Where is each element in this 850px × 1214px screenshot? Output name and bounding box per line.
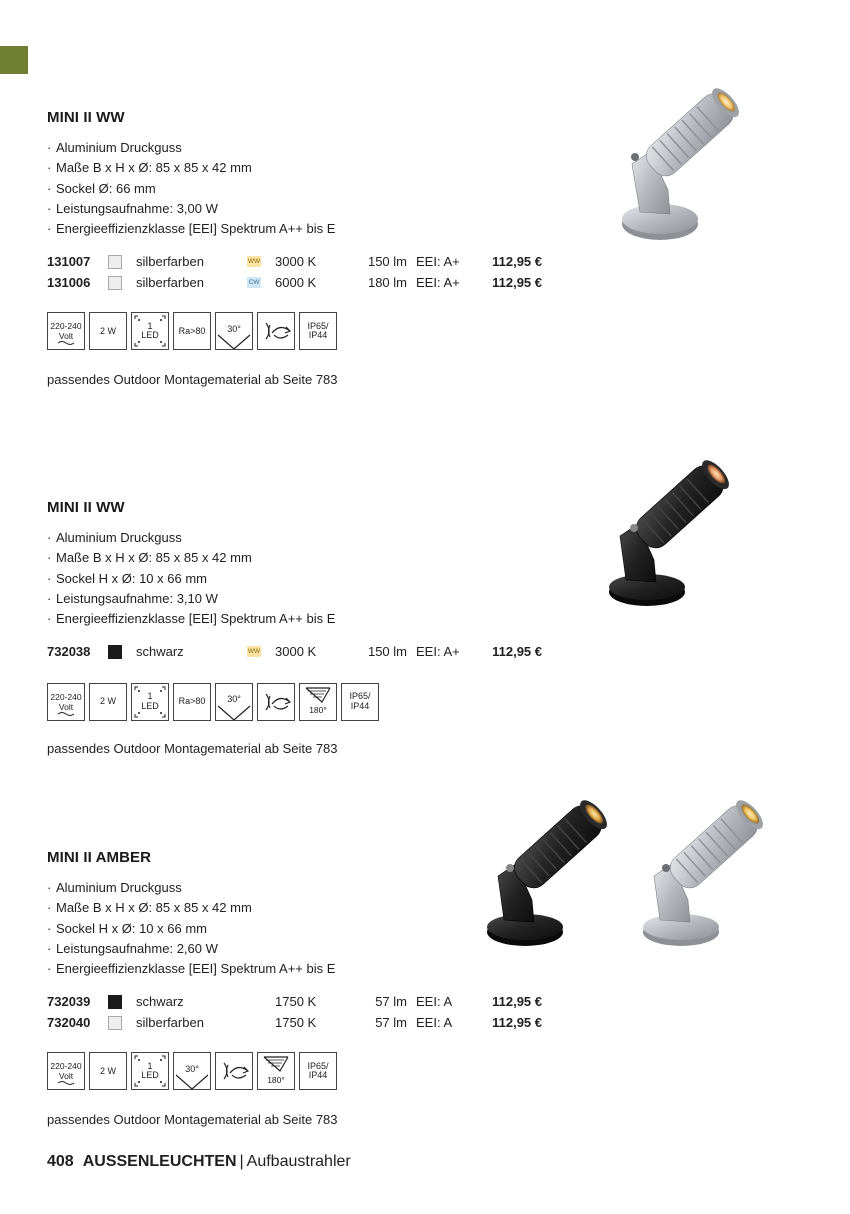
- color-temperature: 3000 K: [275, 644, 317, 660]
- mounting-note: passendes Outdoor Montagematerial ab Seite 783: [47, 1112, 338, 1127]
- color-temperature: 3000 K: [275, 254, 317, 270]
- led-label: LED: [141, 1070, 159, 1081]
- ip-rating-icon: [341, 683, 379, 721]
- variant-row: [47, 1013, 587, 1034]
- tilt-angle-value: 180°: [267, 1074, 285, 1085]
- wattage-icon: [89, 1052, 127, 1090]
- variant-row: [47, 642, 587, 663]
- color-temp-badge: WW: [247, 258, 261, 266]
- luminous-flux: 150 lm: [367, 644, 407, 660]
- feature-item: · Sockel Ø: 66 mm: [47, 179, 587, 199]
- luminous-flux: 57 lm: [375, 994, 407, 1010]
- article-number: 732038: [47, 644, 91, 660]
- price: 112,95 €: [492, 1014, 542, 1030]
- ip-rating-a: IP65/: [349, 691, 371, 702]
- tilt-angle-value: 180°: [309, 705, 327, 716]
- led-number: 1: [147, 1060, 153, 1071]
- rotatable-icon: [215, 1052, 253, 1090]
- variant-table: [47, 642, 587, 663]
- feature-list: [47, 528, 587, 629]
- feature-item: · Maße B x H x Ø: 85 x 85 x 42 mm: [47, 898, 587, 918]
- feature-item: · Aluminium Druckguss: [47, 528, 587, 548]
- mounting-note: passendes Outdoor Montagematerial ab Seite 783: [47, 372, 338, 387]
- energy-class: EEI: A+: [416, 644, 460, 660]
- product-mini-ii-ww-black: [47, 498, 587, 721]
- variant-row: [47, 992, 587, 1013]
- variant-row: [47, 252, 587, 273]
- feature-item: · Aluminium Druckguss: [47, 878, 587, 898]
- wattage-value: 2 W: [99, 696, 116, 707]
- led-count-icon: [131, 1052, 169, 1090]
- ip-rating-b: IP44: [350, 700, 370, 711]
- cri-icon: [173, 683, 211, 721]
- tilt-angle-icon: [299, 683, 337, 721]
- category-title: AUSSENLEUCHTEN: [82, 1153, 237, 1170]
- product-title: MINI II WW: [47, 109, 125, 126]
- voltage-value: 220-240: [50, 1061, 82, 1072]
- color-swatch: [108, 276, 122, 290]
- rotatable-icon: [257, 312, 295, 350]
- spec-icon-row: [47, 312, 587, 350]
- energy-class: EEI: A+: [416, 274, 460, 290]
- beam-angle-icon: [215, 312, 253, 350]
- beam-angle-value: 30°: [185, 1063, 199, 1074]
- feature-item: · Leistungsaufnahme: 3,00 W: [47, 199, 587, 219]
- ip-rating-b: IP44: [308, 330, 328, 341]
- color-temp-badge: CW: [248, 278, 260, 286]
- ip-rating-icon: [299, 1052, 337, 1090]
- finish-name: schwarz: [136, 994, 184, 1010]
- finish-name: silberfarben: [136, 274, 204, 290]
- feature-item: · Sockel H x Ø: 10 x 66 mm: [47, 569, 587, 589]
- energy-class: EEI: A: [416, 1014, 453, 1030]
- voltage-unit: Volt: [58, 1071, 74, 1082]
- energy-class: EEI: A+: [416, 254, 460, 270]
- price: 112,95 €: [492, 994, 542, 1010]
- feature-item: · Energieeffizienzklasse [EEI] Spektrum A++ bis E: [47, 609, 587, 629]
- ip-rating-b: IP44: [308, 1070, 328, 1081]
- led-count-icon: [131, 312, 169, 350]
- wattage-icon: [89, 683, 127, 721]
- color-temperature: 6000 K: [275, 274, 317, 290]
- tilt-angle-icon: [257, 1052, 295, 1090]
- color-swatch: [108, 1016, 122, 1030]
- feature-item: · Maße B x H x Ø: 85 x 85 x 42 mm: [47, 548, 587, 568]
- wattage-value: 2 W: [99, 325, 116, 336]
- voltage-icon: [47, 1052, 85, 1090]
- price: 112,95 €: [492, 274, 542, 290]
- variant-row: [47, 273, 587, 294]
- beam-angle-icon: [173, 1052, 211, 1090]
- rotatable-icon: [257, 683, 295, 721]
- feature-item: · Sockel H x Ø: 10 x 66 mm: [47, 919, 587, 939]
- product-image-amber-black: [480, 786, 620, 951]
- feature-item: · Energieeffizienzklasse [EEI] Spektrum A++ bis E: [47, 219, 587, 239]
- wattage-icon: [89, 312, 127, 350]
- article-number: 732040: [47, 1014, 91, 1030]
- variant-table: [47, 252, 587, 293]
- price: 112,95 €: [492, 644, 542, 660]
- voltage-icon: [47, 312, 85, 350]
- luminous-flux: 180 lm: [367, 274, 407, 290]
- product-title: MINI II WW: [47, 499, 125, 516]
- voltage-icon: [47, 683, 85, 721]
- wattage-value: 2 W: [99, 1065, 116, 1076]
- variant-table: [47, 992, 587, 1033]
- mounting-note: passendes Outdoor Montagematerial ab Seite 783: [47, 741, 338, 756]
- page-number: 408: [47, 1153, 74, 1170]
- voltage-unit: Volt: [58, 331, 74, 342]
- luminous-flux: 150 lm: [367, 254, 407, 270]
- product-image-black: [602, 444, 742, 614]
- spec-icon-row: [47, 683, 587, 721]
- cri-value: Ra>80: [178, 696, 206, 707]
- finish-name: schwarz: [136, 644, 184, 660]
- feature-item: · Aluminium Druckguss: [47, 138, 587, 158]
- led-number: 1: [147, 320, 153, 331]
- voltage-value: 220-240: [50, 321, 82, 332]
- product-title: MINI II AMBER: [47, 849, 152, 866]
- feature-item: · Maße B x H x Ø: 85 x 85 x 42 mm: [47, 158, 587, 178]
- ip-rating-icon: [299, 312, 337, 350]
- luminous-flux: 57 lm: [375, 1014, 407, 1030]
- voltage-value: 220-240: [50, 691, 82, 702]
- feature-item: · Leistungsaufnahme: 2,60 W: [47, 939, 587, 959]
- footer-separator: |: [239, 1153, 244, 1170]
- color-swatch: [108, 645, 122, 659]
- led-number: 1: [147, 691, 153, 702]
- beam-angle-value: 30°: [227, 694, 241, 705]
- led-label: LED: [141, 330, 159, 341]
- beam-angle-icon: [215, 683, 253, 721]
- subcategory-title: Aufbaustrahler: [246, 1153, 351, 1170]
- color-temperature: 1750 K: [275, 1014, 317, 1030]
- article-number: 732039: [47, 994, 91, 1010]
- ip-rating-a: IP65/: [307, 320, 329, 331]
- feature-list: [47, 138, 587, 239]
- article-number: 131006: [47, 274, 91, 290]
- ip-rating-a: IP65/: [307, 1060, 329, 1071]
- cri-icon: [173, 312, 211, 350]
- price: 112,95 €: [492, 254, 542, 270]
- feature-item: · Leistungsaufnahme: 3,10 W: [47, 589, 587, 609]
- beam-angle-value: 30°: [227, 323, 241, 334]
- article-number: 131007: [47, 254, 91, 270]
- color-temperature: 1750 K: [275, 994, 317, 1010]
- color-temp-badge: WW: [247, 648, 261, 656]
- finish-name: silberfarben: [136, 1014, 204, 1030]
- product-image-silver: [610, 72, 750, 247]
- page-footer: [47, 1153, 351, 1171]
- section-color-tab: [0, 46, 28, 74]
- led-count-icon: [131, 683, 169, 721]
- spec-icon-row: [47, 1052, 587, 1090]
- product-image-amber-silver: [636, 786, 776, 951]
- color-swatch: [108, 995, 122, 1009]
- led-label: LED: [141, 700, 159, 711]
- feature-item: · Energieeffizienzklasse [EEI] Spektrum A++ bis E: [47, 959, 587, 979]
- cri-value: Ra>80: [178, 325, 206, 336]
- product-mini-ii-ww-silver: [47, 108, 587, 350]
- energy-class: EEI: A: [416, 994, 453, 1010]
- finish-name: silberfarben: [136, 254, 204, 270]
- color-swatch: [108, 255, 122, 269]
- voltage-unit: Volt: [58, 701, 74, 712]
